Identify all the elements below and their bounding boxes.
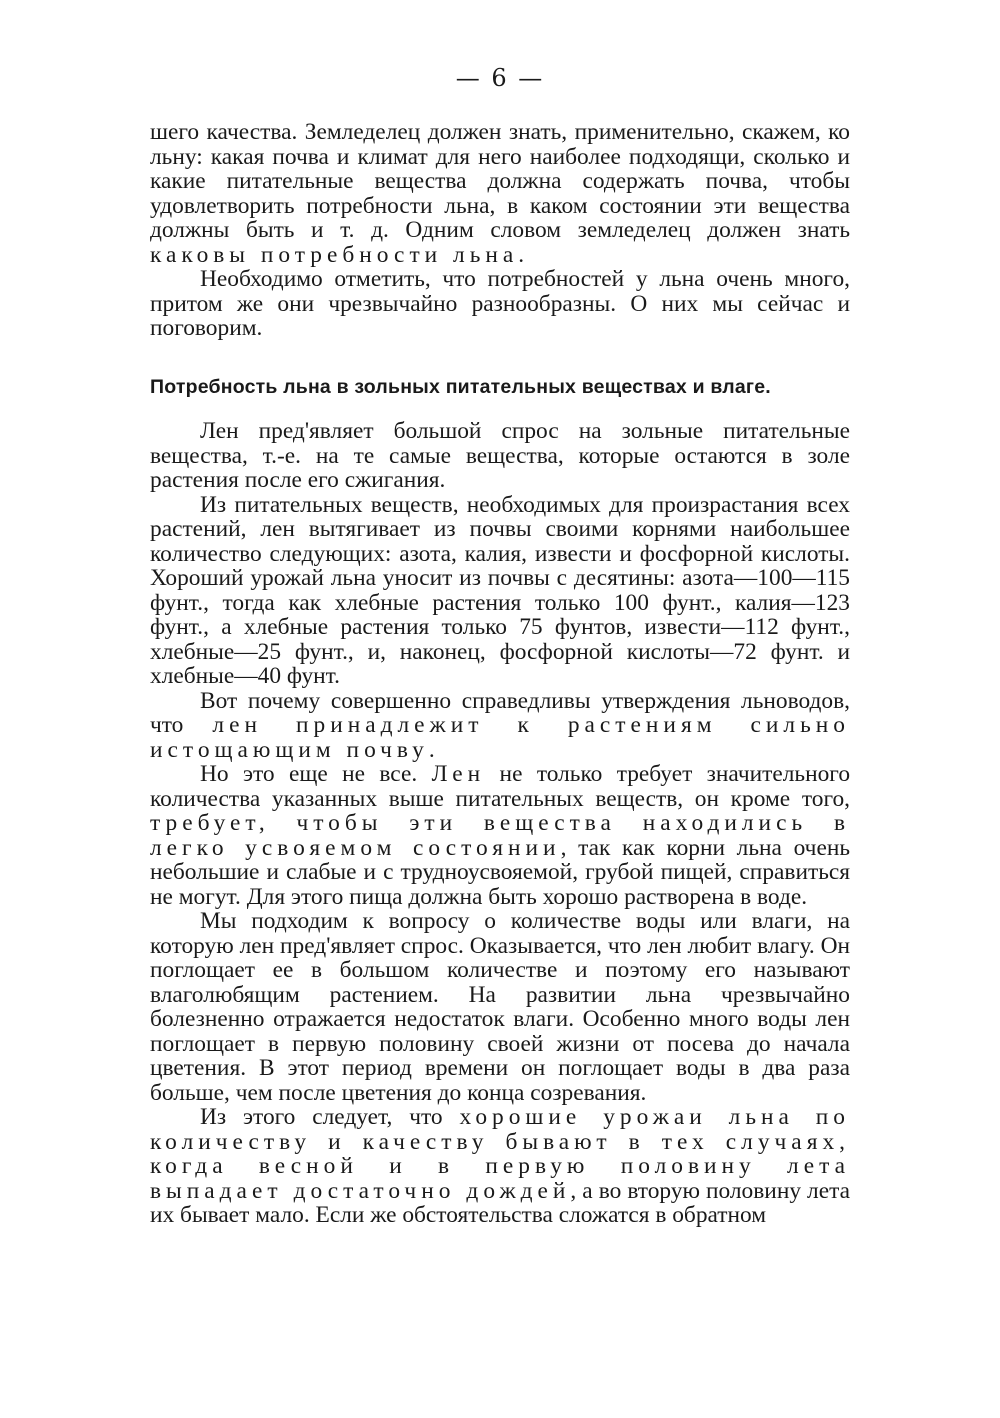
paragraph-5-end: . <box>428 736 435 763</box>
page-body <box>150 120 850 1228</box>
paragraph-8-text: Из этого следует, что <box>200 1104 460 1130</box>
paragraph-6-emphasis-a: Лен <box>431 761 486 787</box>
paragraph-4: Из питательных веществ, необходимых для произрастания всех растений, лен вытягивает из почвы своими корнями наибольшее количество следующих: азота, калия, извести и фосфорной кислоты. Хороший урожай льна уносит из почвы с десятины: азота—100—115 фунт., тогда как хлебные растения только 100 фунт., калия—123 фунт., а хлебные растения только 75 фунтов, извести—112 фунт., хлебные—25 фунт., и, наконец, фосфорной кислоты—72 фунт. и хлебные—40 фунт. <box>150 491 850 689</box>
paragraph-5-emphasis: лен принадлежит к растениям сильно истощающим почву <box>150 712 850 763</box>
paragraph-8 <box>150 1105 850 1228</box>
paragraph-3: Лен пред'являет большой спрос на зольные питательные вещества, т.-е. на те самые вещества, которые остаются в золе растения после его сжигания. <box>150 418 850 493</box>
paragraph-1 <box>150 120 850 267</box>
paragraph-6 <box>150 762 850 909</box>
paragraph-7: Мы подходим к вопросу о количестве воды или влаги, на которую лен пред'являет спрос. Оказывается, что лен любит влагу. Он поглощает ее в большом количестве и поэтому его называют влаголюбящим растением. На развитии льна чрезвычайно болезненно отражается недостаток влаги. Особенно много воды лен поглощает в первую половину своей жизни от посева до начала цветения. В этот период времени он поглощает воды в два раза больше, чем после цветения до конца созревания. <box>150 908 850 1106</box>
paragraph-8-emphasis: хорошие урожаи льна по количеству и качеству бывают в тех случаях, когда весной и в первую половину лета выпадает достаточно дождей <box>150 1104 850 1204</box>
paragraph-1-emphasis: каковы потребности льна <box>150 241 519 268</box>
page-number: — 6 — <box>455 64 545 92</box>
paragraph-1-end: . <box>518 241 525 268</box>
paragraph-5 <box>150 689 850 763</box>
paragraph-6-emphasis-b: требует, чтобы эти вещества находились в легко усвояемом состоянии <box>150 810 850 861</box>
paragraph-6-text-c: , так как корни льна очень небольшие и слабые и с трудноусвояемой, грубой пищей, справиться не могут. Для этого пища должна быть хорошо растворена в воде. <box>150 834 851 910</box>
section-heading: Потребность льна в зольных питательных веществах и влаге. <box>150 375 771 398</box>
paragraph-5-text: Вот почему совершенно справедливы утверждения льноводов, что <box>150 687 850 738</box>
paragraph-1-text: шего качества. Земледелец должен знать, применительно, скажем, ко льну: какая почва и климат для него наиболее подходящи, сколько и какие питательные вещества должна содержать почва, чтобы удовлетворить потребности льна, в каком состоянии эти вещества должны быть и т. д. Одним словом земледелец должен знать <box>150 119 850 243</box>
paragraph-2: Необходимо отметить, что потребностей у льна очень много, притом же они чрезвычайно разнообразны. О них мы сейчас и поговорим. <box>150 266 850 341</box>
paragraph-6-text-b: не только требует значительного количества указанных выше питательных веществ, он кроме того, <box>150 761 851 812</box>
paragraph-6-text-a: Но это еще не все. <box>200 761 432 787</box>
paragraph-8-end: , а во вторую половину лета их бывает мало. Если же обстоятельства сложатся в обратном <box>150 1177 851 1228</box>
